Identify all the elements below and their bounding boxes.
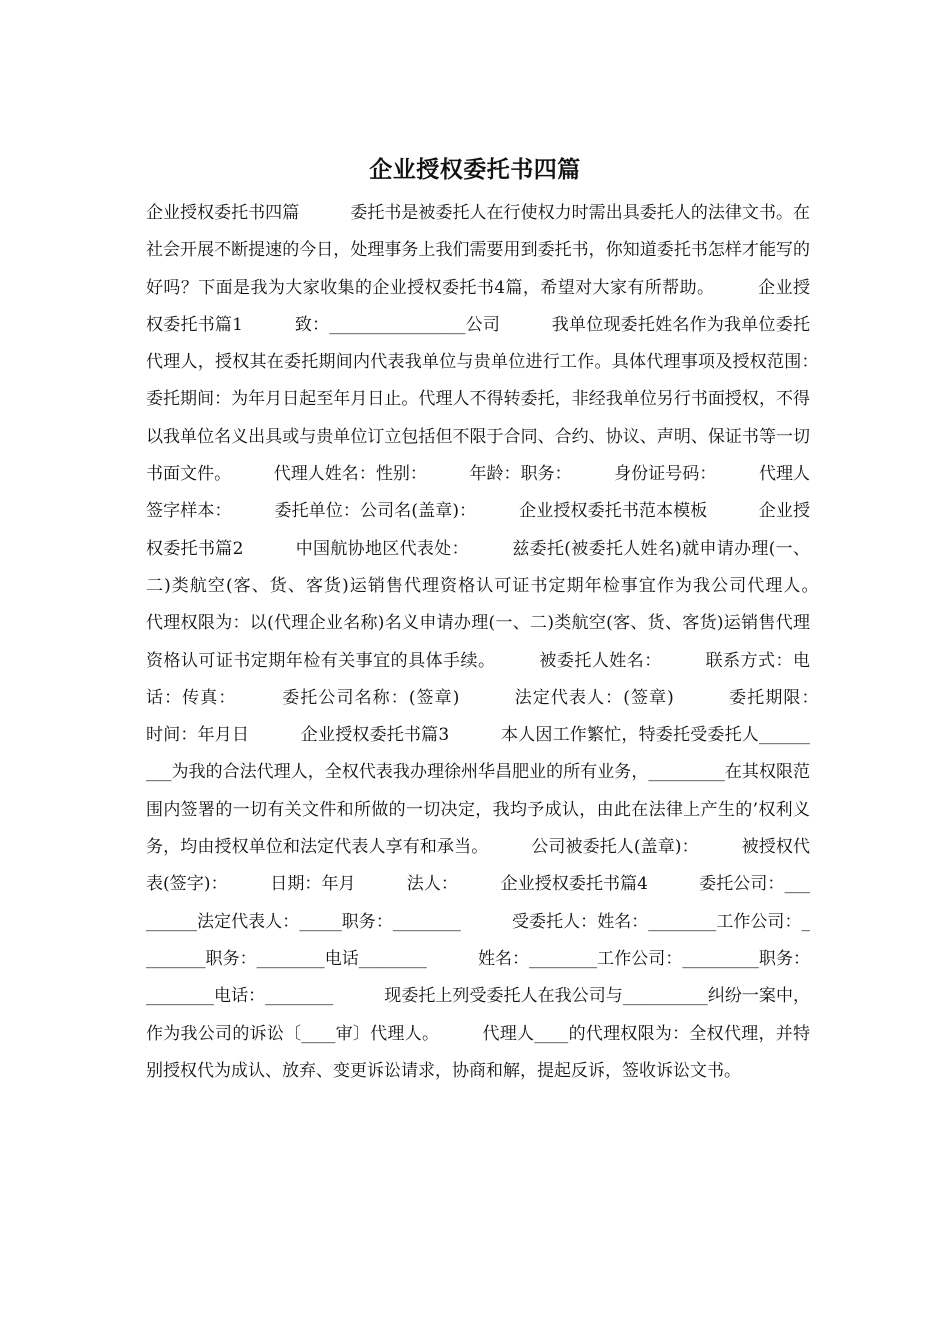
document-title: 企业授权委托书四篇	[369, 156, 581, 183]
document-body: 企业授权委托书四篇 委托书是被委托人在行使权力时需出具委托人的法律文书。在社会开展不断提速的今日，处理事务上我们需要用到委托书，你知道委托书怎样才能写的好吗？下面是我为大家收集的企业授权委托书4篇，希望对大家有所帮助。 企业授权委托书篇1 致：________________公司 我单位现委托姓名作为我单位委托代理人，授权其在委托期间内代表我单位与贵单位进行工作。具体代理事项及授权范围： 委托期间：为年月日起至年月日止。代理人不得转委托，非经我单位另行书面授权，不得以我单位名义出具或与贵单位订立包括但不限于合同、合约、协议、声明、保证书等一切书面文件。 代理人姓名：性别： 年龄：职务： 身份证号码： 代理人签字样本： 委托单位：公司名(盖章)： 企业授权委托书范本模板 企业授权委托书篇2 中国航协地区代表处： 兹委托(被委托人姓名)就申请办理(一、二)类航空(客、货、客货)运销售代理资格认可证书定期年检事宜作为我公司代理人。 代理权限为：以(代理企业名称)名义申请办理(一、二)类航空(客、货、客货)运销售代理资格认可证书定期年检有关事宜的具体手续。 被委托人姓名： 联系方式：电话：传真： 委托公司名称：(签章) 法定代表人：(签章) 委托期限： 时间：年月日 企业授权委托书篇3 本人因工作繁忙，特委托受委托人_________为我的合法代理人，全权代表我办理徐州华昌肥业的所有业务，_________在其权限范围内签署的一切有关文件和所做的一切决定，我均予成认，由此在法律上产生的’权利义务，均由授权单位和法定代表人享有和承当。 公司被委托人(盖章)： 被授权代表(签字)： 日期：年月 法人： 企业授权委托书篇4 委托公司：_________法定代表人：_____职务：________ 受委托人：姓名：________工作公司：________职务：________电话________ 姓名：________工作公司：_________职务：________电话：________ 现委托上列受委托人在我公司与__________纠纷一案中，作为我公司的诉讼〔____审〕代理人。 代理人____的代理权限为：全权代理，并特别授权代为成认、放弃、变更诉讼请求，协商和解，提起反诉，签收诉讼文书。	[146, 203, 861, 1081]
